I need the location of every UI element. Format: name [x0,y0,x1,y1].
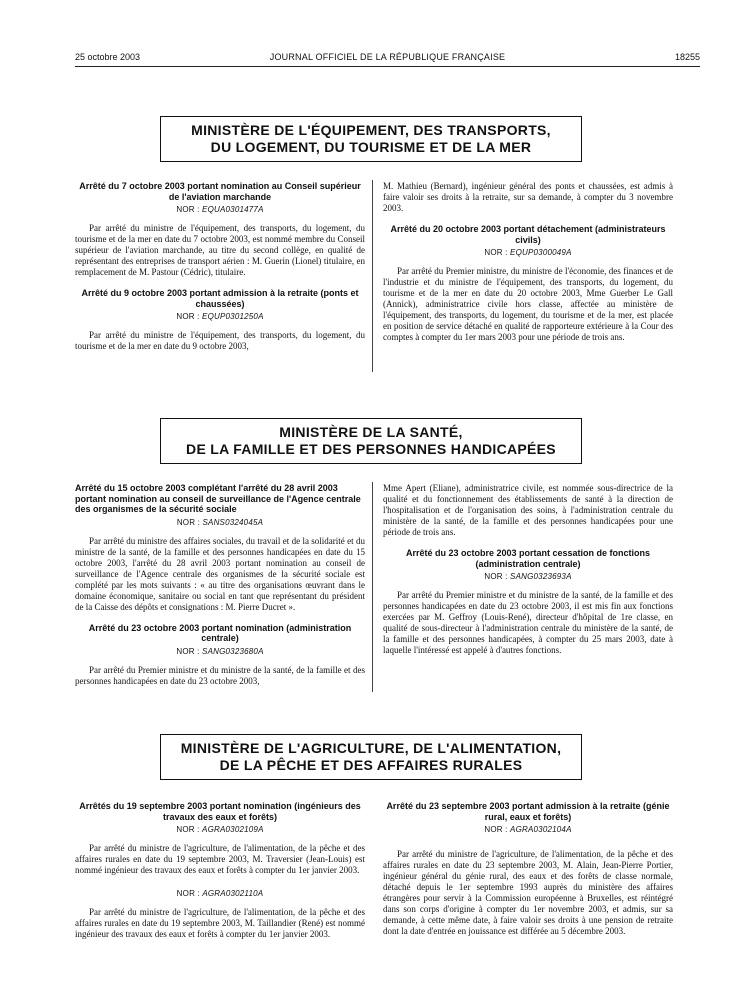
article-body: Par arrêté du ministre de l'agriculture, de l'alimentation, de la pêche et des affaires rurales en date du 23 septembre 2003, M. Alain, Jean-Pierre Portier, ingénieur général du génie rural, des eaux et des forêts de classe normale, détaché depuis le 1er septembre 1993 auprès du ministère des affaires étrangères pour servir à la Commission européenne à Bruxelles, est réintégré dans son corps d'origine à compter du 1er novembre 2003, et admis, sur sa demande, à cette même date, à faire valoir ses droits à une pension de retraite dont la date d'entrée en jouissance est différée au 5 décembre 2003. [383,849,673,936]
article-body: Par arrêté du ministre de l'équipement, des transports, du logement, du tourisme et de la mer en date du 9 octobre 2003, [75,330,365,351]
ministry-line: DE LA PÊCHE ET DES AFFAIRES RURALES [219,757,523,773]
nor-code: AGRA0302109A [202,825,264,834]
ministry-line: DU LOGEMENT, DU TOURISME ET DE LA MER [210,139,532,155]
nor-code: SANS0324045A [202,517,264,527]
ministry-heading-agriculture [160,734,582,780]
nor-code: AGRA0302104A [510,825,572,834]
nor-label: NOR : [176,205,200,214]
article-title: Arrêté du 7 octobre 2003 portant nomination au Conseil supérieur de l'aviation marchande [79,181,361,202]
article [75,888,365,940]
header-date: 25 octobre 2003 [75,52,141,62]
nor-code: AGRA0302110A [202,889,264,898]
nor-reference [75,311,365,322]
article [383,548,673,656]
article [75,288,365,352]
section1-right-column [383,181,673,343]
header-rule [75,66,700,67]
nor-code: EQUP0301250A [202,312,264,321]
section2-right-column [383,483,673,656]
nor-label: NOR : [176,517,201,527]
ministry-line: MINISTÈRE DE L'ÉQUIPEMENT, DES TRANSPORTS, [191,122,551,138]
nor-label: NOR : [176,646,200,656]
page-number: 18255 [674,52,700,62]
ministry-heading-equipement [160,116,582,162]
nor-reference [383,824,673,835]
article-title: Arrêté du 23 octobre 2003 portant cessation de fonctions (administration centrale) [405,548,651,569]
nor-reference [75,824,365,835]
article-continuation: M. Mathieu (Bernard), ingénieur général des ponts et chaussées, est admis à faire valoir ses droits à la retraite, sur sa demande, à compter du 3 novembre 2003. [383,181,673,213]
article-title: Arrêté du 20 octobre 2003 portant détachement (administrateurs civils) [390,224,666,245]
article [383,224,673,343]
article [75,181,365,278]
column-divider [372,180,373,372]
article [75,801,365,876]
article [75,623,365,687]
article [75,483,365,613]
article-body: Par arrêté du ministre de l'agriculture, de l'alimentation, de la pêche et des affaires rurales en date du 19 septembre 2003, M. Traversier (Jean-Louis) est nommé ingénieur des travaux des eaux et forêts à compter du 1er janvier 2003. [75,843,365,875]
article-body: Par arrêté du Premier ministre et du ministre de la santé, de la famille et des personnes handicapées en date du 23 octobre 2003, [75,664,365,686]
article [383,801,673,937]
ministry-heading-sante [160,418,582,464]
article-body: Par arrêté du ministre de l'agriculture, de l'alimentation, de la pêche et des affaires rurales en date du 19 septembre 2003, M. Taillandier (René) est nommé ingénieur des travaux des eaux et forêts à compter du 1er janvier 2003. [75,907,365,939]
article-continuation: Mme Apert (Eliane), administratrice civile, est nommée sous-directrice de la qualité et du fonctionnement des établissements de santé à la direction de l'hospitalisation et de l'organisation des soins, à l'administration centrale du ministère de la santé, de la famille et des personnes handicapées pour une période de trois ans. [383,483,673,537]
nor-reference [75,204,365,215]
article-body: Par arrêté du ministre des affaires sociales, du travail et de la solidarité et du ministre de la santé, de la famille et des personnes handicapées en date du 15 octobre 2003, l'arrêté du 28 avril 2003 portant nomination au conseil de surveillance de l'Agence centrale des organismes de la sécurité sociale est complété par les mots suivants : « au titre des organisations œuvrant dans le domaine économique, sanitaire ou social en tant que représentant du président de la Caisse des dépôts et consignations : M. Pierre Ducret ». [75,535,365,612]
article-body: Par arrêté du Premier ministre et du ministre de la santé, de la famille et des personnes handicapées en date du 23 octobre 2003, il est mis fin aux fonctions exercées par M. Geffroy (Louis-René), directeur d'hôpital de 1re classe, en qualité de sous-directeur à l'administration centrale du ministère de la santé, de la famille et des personnes handicapées, à compter du 25 mars 2003, date à laquelle l'intéressé est appelé à d'autres fonctions. [383,590,673,655]
nor-reference [75,517,365,528]
nor-code: SANG0323693A [510,572,572,581]
article-title: Arrêté du 23 octobre 2003 portant nomination (administration centrale) [88,622,352,643]
nor-reference [75,646,365,657]
article-body: Par arrêté du ministre de l'équipement, des transports, du logement, du tourisme et de la mer en date du 7 octobre 2003, est nommé membre du Conseil supérieur de l'aviation marchande, au titre du second collège, en qualité de représentant des entreprises de transport aérien : M. Guerin (Lionel) titulaire, en remplacement de M. Pastour (Cédric), titulaire. [75,223,365,277]
nor-label: NOR : [176,889,200,898]
column-divider [372,482,373,692]
article-title: Arrêté du 23 septembre 2003 portant admission à la retraite (génie rural, eaux et forêts) [386,801,670,822]
ministry-line: MINISTÈRE DE L'AGRICULTURE, DE L'ALIMENTATION, [180,740,562,756]
section3-right-column [383,801,673,937]
page-header [75,52,700,66]
nor-code: EQUP0300049A [510,248,572,257]
section1-left-column [75,181,365,352]
ministry-line: DE LA FAMILLE ET DES PERSONNES HANDICAPÉES [186,441,556,457]
section3-left-column [75,801,365,940]
nor-reference [75,888,365,899]
article-body: Par arrêté du Premier ministre, du ministre de l'économie, des finances et de l'industrie et du ministre de l'équipement, des transports, du logement, du tourisme et de la mer en date du 20 octobre 2003, Mme Guerber Le Gall (Annick), administratrice civile hors classe, affectée au ministère de l'équipement, des transports, du logement, du tourisme et de la mer, est placée en position de service détaché en qualité de rapporteure extérieure à la Cour des comptes à compter du 1er mars 2003 pour une période de trois ans. [383,266,673,342]
nor-label: NOR : [176,825,200,834]
nor-label: NOR : [484,572,508,581]
article-title: Arrêtés du 19 septembre 2003 portant nomination (ingénieurs des travaux des eaux et forêts) [79,801,361,822]
nor-code: EQUA0301477A [202,205,264,214]
nor-code: SANG0323680A [202,646,264,656]
nor-label: NOR : [484,825,508,834]
article-title: Arrêté du 9 octobre 2003 portant admission à la retraite (ponts et chaussées) [81,288,359,309]
nor-reference [383,571,673,582]
nor-label: NOR : [176,312,200,321]
nor-reference [383,247,673,258]
nor-label: NOR : [484,248,508,257]
ministry-line: MINISTÈRE DE LA SANTÉ, [279,424,463,440]
section2-left-column [75,483,365,687]
article-title: Arrêté du 15 octobre 2003 complétant l'arrêté du 28 avril 2003 portant nomination au conseil de surveillance de l'Agence centrale des organismes de la sécurité sociale [75,483,361,514]
journal-title: JOURNAL OFFICIEL DE LA RÉPUBLIQUE FRANÇAISE [269,52,506,62]
